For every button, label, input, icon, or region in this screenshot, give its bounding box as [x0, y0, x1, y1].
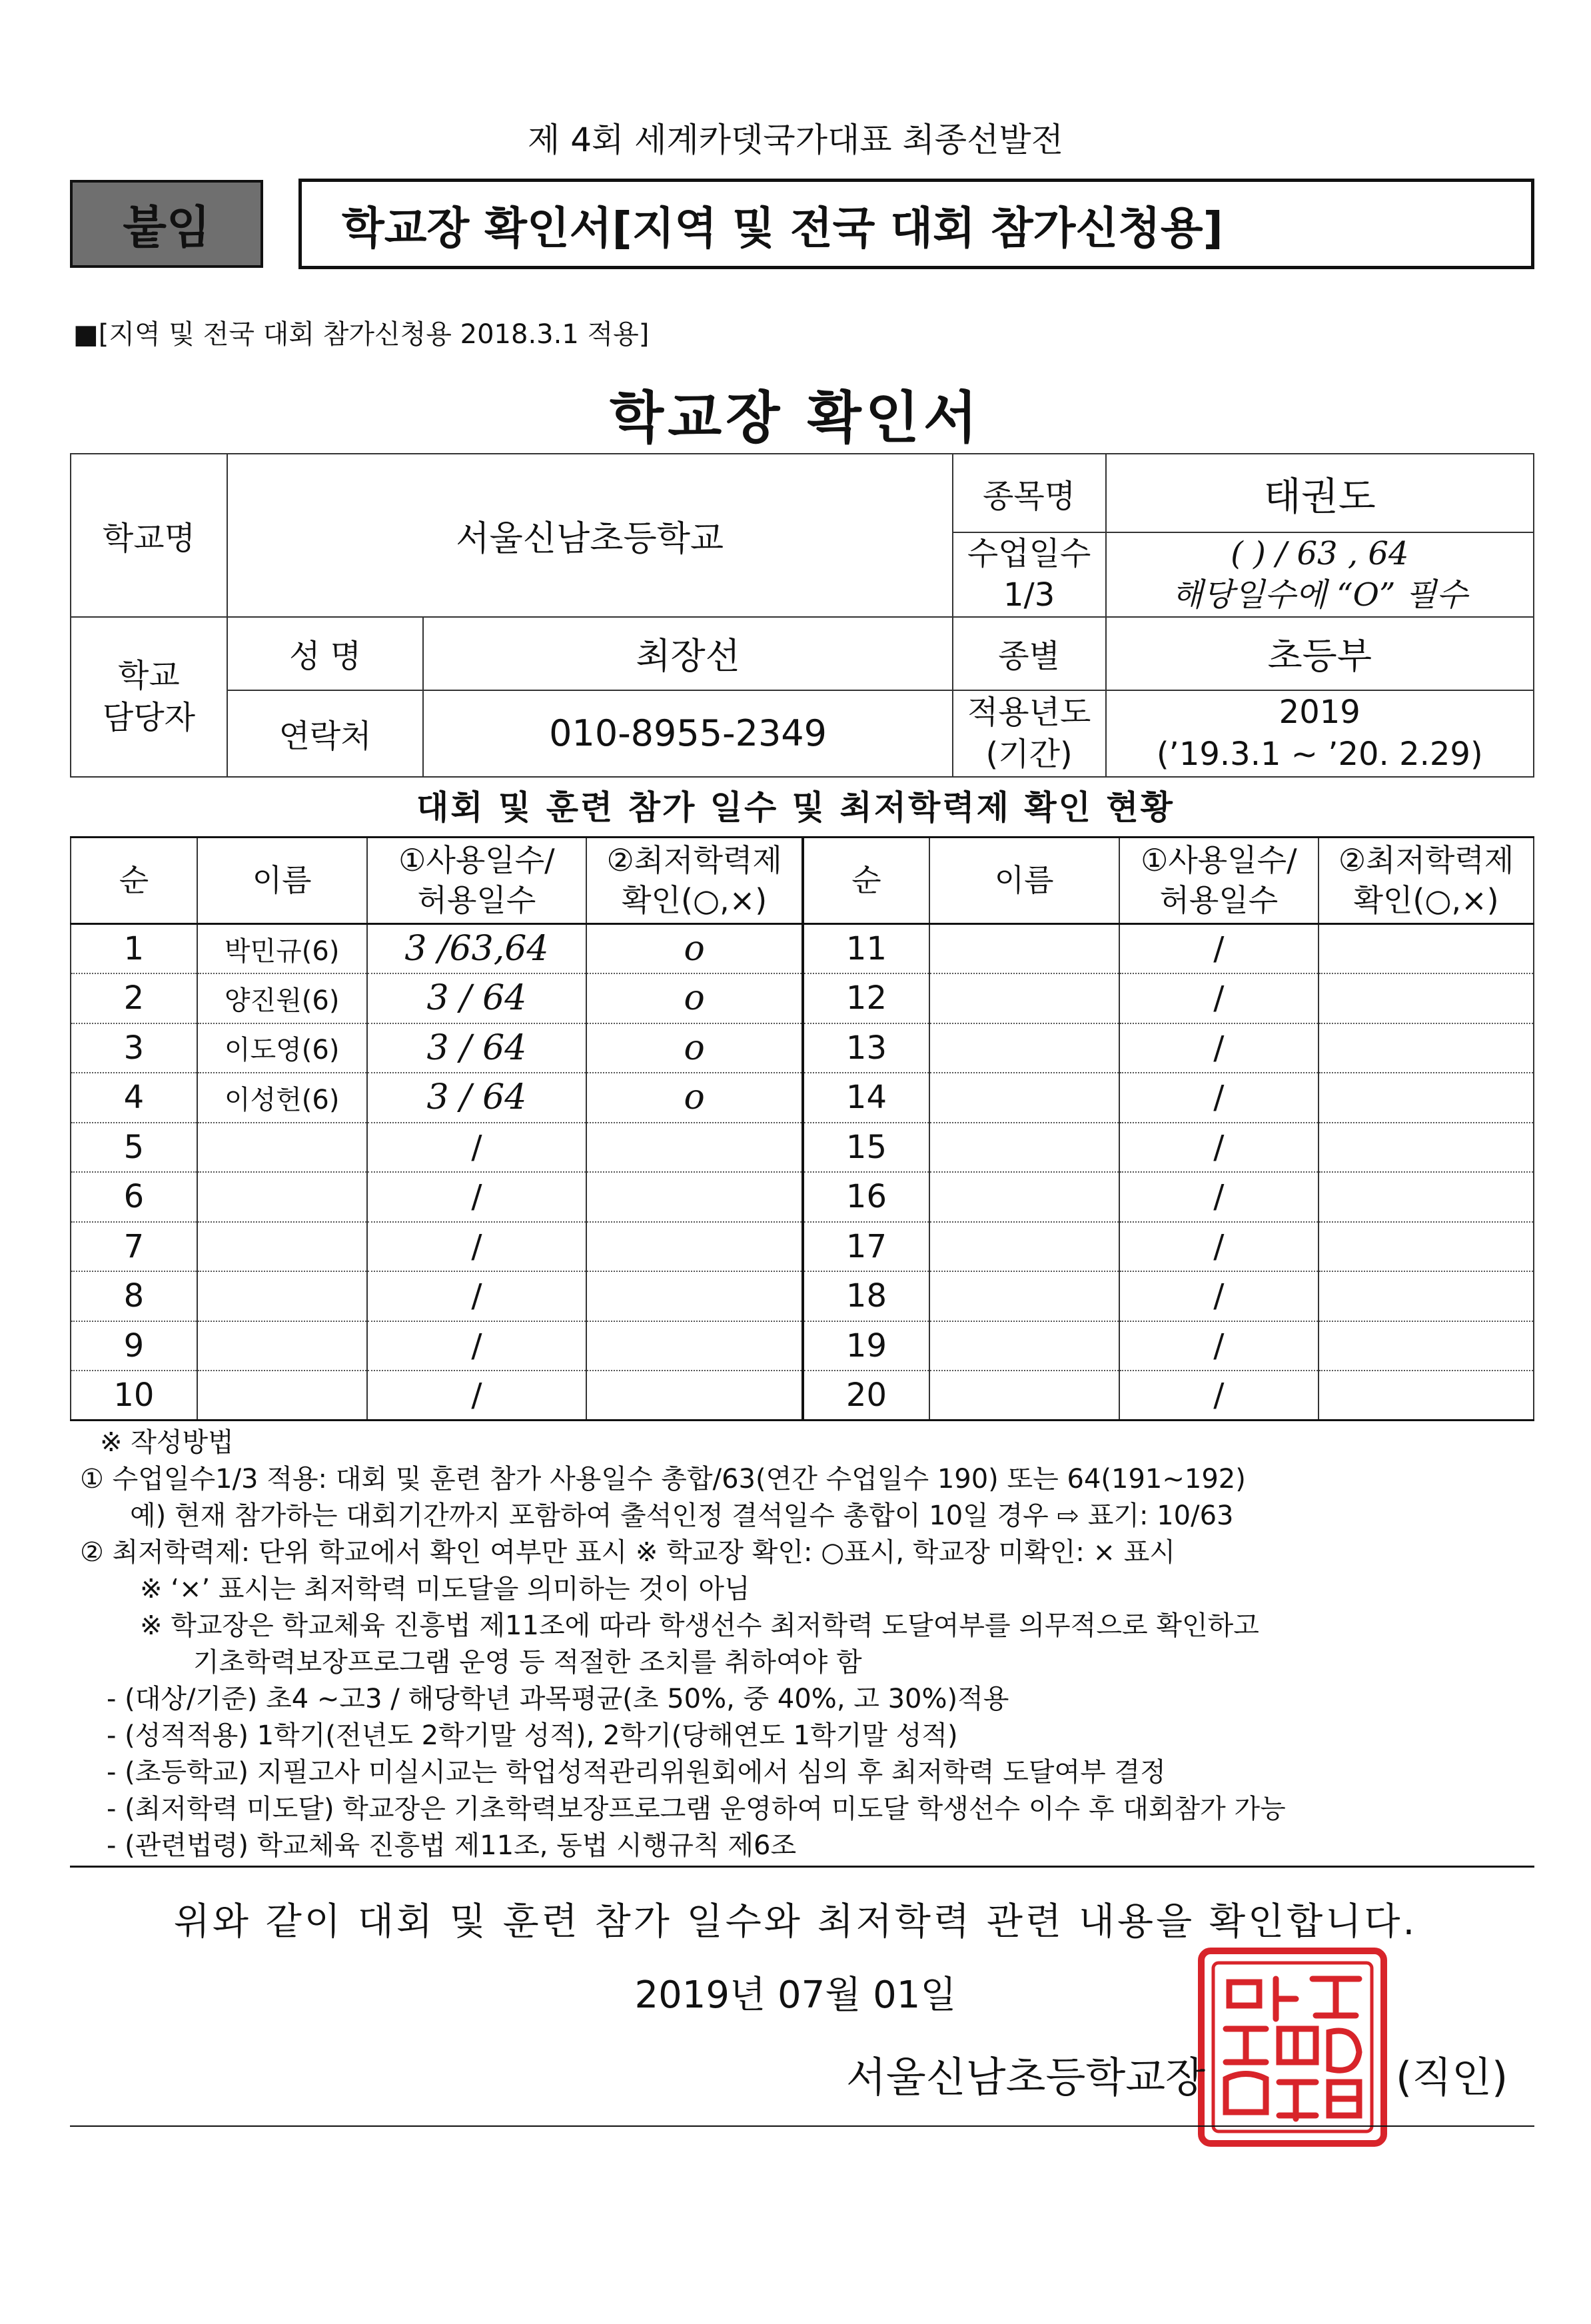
division-label: 종별 — [953, 617, 1106, 690]
classdays-value-line2: 해당일수에 “O” 필수 — [1171, 576, 1468, 614]
table-row — [71, 1321, 1534, 1371]
table-row — [71, 1222, 1534, 1272]
row-no: 8 — [71, 1271, 197, 1321]
row-days: / — [1119, 1222, 1319, 1272]
header-no-left: 순 — [71, 838, 197, 924]
contact-person-label-line2: 담당자 — [102, 698, 195, 736]
division-value: 초등부 — [1106, 617, 1534, 690]
row-no: 11 — [803, 924, 929, 974]
row-name — [929, 1321, 1119, 1371]
table-row — [71, 1271, 1534, 1321]
row-min — [1319, 1321, 1534, 1371]
year-label-line2: (기간) — [985, 735, 1073, 773]
row-days: / — [367, 1371, 587, 1421]
header-days-line2: 허용일수 — [417, 881, 536, 918]
row-days: / — [367, 1123, 587, 1173]
header-no-right: 순 — [803, 838, 929, 924]
year-value-line2: (’19.3.1 ~ ’20. 2.29) — [1156, 735, 1483, 773]
header-days-line1: ①사용일수/ — [1141, 842, 1297, 878]
seal-note: (직인) — [1396, 2053, 1508, 2101]
row-no: 7 — [71, 1222, 197, 1272]
signature-date: 2019년 07월 01일 — [634, 1974, 957, 2017]
table-row — [71, 1023, 1534, 1073]
instructions — [80, 1425, 1546, 1864]
row-no: 19 — [803, 1321, 929, 1371]
info-table — [70, 453, 1534, 778]
school-label: 학교명 — [71, 454, 227, 617]
row-no: 15 — [803, 1123, 929, 1173]
row-min: o — [586, 1023, 803, 1073]
table-row — [71, 1371, 1534, 1421]
roster-header-row — [71, 838, 1534, 924]
year-label — [953, 690, 1106, 777]
row-days: / — [367, 1222, 587, 1272]
row-no: 20 — [803, 1371, 929, 1421]
row-min — [1319, 1172, 1534, 1222]
event-label: 종목명 — [953, 454, 1106, 532]
school-name: 서울신남초등학교 — [227, 454, 953, 617]
row-days: / — [1119, 1321, 1319, 1371]
classdays-value — [1106, 532, 1534, 617]
row-no: 2 — [71, 973, 197, 1023]
row-name — [197, 1172, 367, 1222]
row-min — [586, 1123, 803, 1173]
row-min — [586, 1321, 803, 1371]
row-days: 3 / 64 — [367, 1023, 587, 1073]
row-days: / — [1119, 924, 1319, 974]
row-name — [929, 973, 1119, 1023]
row-name — [929, 1023, 1119, 1073]
row-name: 양진원(6) — [197, 973, 367, 1023]
row-days: / — [1119, 1023, 1319, 1073]
row-no: 14 — [803, 1073, 929, 1123]
row-days: / — [1119, 1073, 1319, 1123]
header-min-line2: 확인(○,×) — [622, 881, 768, 918]
table-row — [71, 1172, 1534, 1222]
row-days: / — [1119, 1123, 1319, 1173]
instruction-line: ※ 학교장은 학교체육 진흥법 제11조에 따라 학생선수 최저학력 도달여부를 의무적으로 확인하고 — [140, 1610, 1259, 1641]
row-min — [1319, 1222, 1534, 1272]
attachment-title-box — [298, 179, 1534, 269]
instruction-line: ※ ‘×’ 표시는 최저학력 미도달을 의미하는 것이 아님 — [140, 1574, 750, 1604]
row-days: 3 / 64 — [367, 1073, 587, 1123]
row-no: 4 — [71, 1073, 197, 1123]
instruction-line: - (최저학력 미도달) 학교장은 기초학력보장프로그램 운영하여 미도달 학생선수 이수 후 대회참가 가능 — [107, 1794, 1286, 1824]
row-min: o — [586, 1073, 803, 1123]
header-min-line1: ②최저학력제 — [606, 842, 782, 878]
header-days-line1: ①사용일수/ — [398, 842, 555, 878]
row-min — [1319, 973, 1534, 1023]
row-days: / — [1119, 1271, 1319, 1321]
row-name: 이도영(6) — [197, 1023, 367, 1073]
header-days-left — [367, 838, 587, 924]
bottom-divider — [70, 2125, 1534, 2127]
row-name — [929, 1172, 1119, 1222]
instruction-line: 예) 현재 참가하는 대회기간까지 포함하여 출석인정 결석일수 총합이 10일 경우 ⇨ 표기: 10/63 — [130, 1500, 1234, 1531]
row-name: 이성헌(6) — [197, 1073, 367, 1123]
row-no: 6 — [71, 1172, 197, 1222]
row-min: o — [586, 973, 803, 1023]
name-value: 최장선 — [423, 617, 952, 690]
header-min-line2: 확인(○,×) — [1353, 881, 1499, 918]
instruction-line: - (초등학교) 지필고사 미실시교는 학업성적관리위원회에서 심의 후 최저학력 도달여부 결정 — [107, 1757, 1166, 1788]
row-days: / — [1119, 1371, 1319, 1421]
contact-person-label-line1: 학교 — [118, 657, 180, 695]
instruction-line: ① 수업일수1/3 적용: 대회 및 훈련 참가 사용일수 총합/63(연간 수업일수 190) 또는 64(191~192) — [80, 1464, 1246, 1494]
row-days: / — [367, 1172, 587, 1222]
event-value: 태권도 — [1106, 454, 1534, 532]
document-title: 학교장 확인서 — [609, 385, 982, 450]
attachment-title: 학교장 확인서[지역 및 전국 대회 참가신청용] — [342, 202, 1223, 254]
row-no: 1 — [71, 924, 197, 974]
table-row — [71, 973, 1534, 1023]
row-name — [197, 1321, 367, 1371]
classdays-label-line1: 수업일수 — [967, 535, 1091, 572]
instruction-line: 기초학력보장프로그램 운영 등 적절한 조치를 취하여야 함 — [193, 1647, 862, 1678]
row-name — [929, 1371, 1119, 1421]
row-no: 5 — [71, 1123, 197, 1173]
confirmation-statement: 위와 같이 대회 및 훈련 참가 일수와 최저학력 관련 내용을 확인합니다. — [173, 1900, 1418, 1944]
classdays-label — [953, 532, 1106, 617]
row-min — [1319, 1123, 1534, 1173]
row-days: / — [1119, 1172, 1319, 1222]
row-no: 12 — [803, 973, 929, 1023]
row-days: 3 /63,64 — [367, 924, 587, 974]
classdays-label-line2: 1/3 — [1003, 576, 1055, 614]
row-no: 13 — [803, 1023, 929, 1073]
row-min — [1319, 1073, 1534, 1123]
row-min — [586, 1271, 803, 1321]
header-name-right: 이름 — [929, 838, 1119, 924]
classdays-value-line1: ( ) / 63 , 64 — [1231, 535, 1409, 572]
row-no: 18 — [803, 1271, 929, 1321]
row-days: / — [1119, 973, 1319, 1023]
row-min — [586, 1172, 803, 1222]
table-row — [71, 924, 1534, 974]
instruction-line: ② 최저학력제: 단위 학교에서 확인 여부만 표시 ※ 학교장 확인: ○표시, 학교장 미확인: × 표시 — [80, 1537, 1176, 1568]
year-label-line1: 적용년도 — [967, 694, 1091, 732]
instruction-line: - (성적적용) 1학기(전년도 2학기말 성적), 2학기(당해연도 1학기말 성적) — [107, 1720, 958, 1751]
header-min-left — [586, 838, 803, 924]
instruction-line: - (대상/기준) 초4 ~고3 / 해당학년 과목평균(초 50%, 중 40%, 고 30%)적용 — [107, 1684, 1009, 1714]
official-seal-stamp — [1196, 1946, 1389, 2149]
row-name — [929, 1123, 1119, 1173]
row-min — [1319, 1271, 1534, 1321]
row-name — [197, 1222, 367, 1272]
instructions-heading: ※ 작성방법 — [100, 1427, 234, 1458]
status-heading: 대회 및 훈련 참가 일수 및 최저학력제 확인 현황 — [416, 788, 1175, 827]
name-label: 성 명 — [227, 617, 424, 690]
row-no: 17 — [803, 1222, 929, 1272]
row-days: / — [367, 1321, 587, 1371]
header-name-left: 이름 — [197, 838, 367, 924]
principal-name: 서울신남초등학교장 — [846, 2053, 1206, 2101]
row-no: 3 — [71, 1023, 197, 1073]
row-name — [929, 1222, 1119, 1272]
header-days-line2: 허용일수 — [1159, 881, 1279, 918]
row-days: 3 / 64 — [367, 973, 587, 1023]
row-name — [929, 1073, 1119, 1123]
row-min: o — [586, 924, 803, 974]
row-no: 16 — [803, 1172, 929, 1222]
table-row — [71, 1123, 1534, 1173]
contact-person-label — [71, 617, 227, 777]
row-min — [1319, 924, 1534, 974]
row-min — [586, 1222, 803, 1272]
row-name — [929, 924, 1119, 974]
divider — [70, 1866, 1534, 1868]
table-row — [71, 1073, 1534, 1123]
instruction-line: - (관련법령) 학교체육 진흥법 제11조, 동법 시행규칙 제6조 — [107, 1830, 797, 1861]
row-name — [197, 1123, 367, 1173]
attachment-badge: 붙임 — [70, 180, 263, 268]
phone-value: 010-8955-2349 — [423, 690, 952, 777]
row-min — [1319, 1023, 1534, 1073]
row-min — [1319, 1371, 1534, 1421]
row-name — [197, 1371, 367, 1421]
row-name — [929, 1271, 1119, 1321]
row-days: / — [367, 1271, 587, 1321]
row-name: 박민규(6) — [197, 924, 367, 974]
header-min-line1: ②최저학력제 — [1338, 842, 1514, 878]
applicability-note: ■[지역 및 전국 대회 참가신청용 2018.3.1 적용] — [73, 319, 650, 350]
row-no: 10 — [71, 1371, 197, 1421]
event-title: 제 4회 세계카뎃국가대표 최종선발전 — [528, 121, 1063, 159]
header-min-right — [1319, 838, 1534, 924]
roster-table — [70, 836, 1534, 1421]
year-value-line1: 2019 — [1279, 694, 1360, 732]
header-days-right — [1119, 838, 1319, 924]
year-value — [1106, 690, 1534, 777]
phone-label: 연락처 — [227, 690, 424, 777]
row-name — [197, 1271, 367, 1321]
row-no: 9 — [71, 1321, 197, 1371]
row-min — [586, 1371, 803, 1421]
